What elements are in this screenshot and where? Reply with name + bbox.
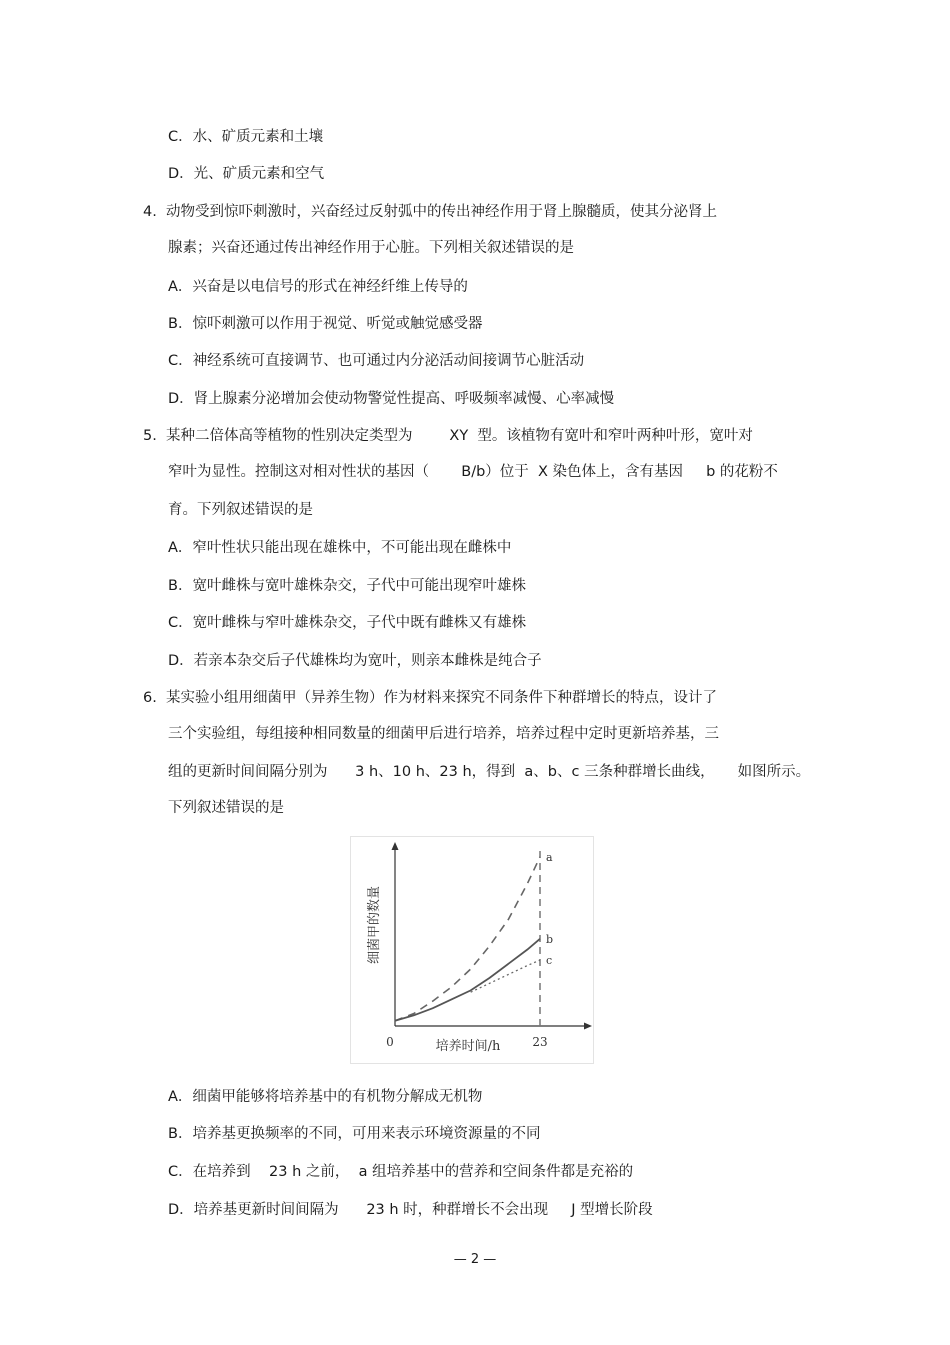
q6-stem-line-2: 三个实验组，每组接种相同数量的细菌甲后进行培养，培养过程中定时更新培养基，三 bbox=[168, 726, 719, 742]
x-axis-label: 培养时间/h bbox=[435, 1039, 501, 1054]
q5-option-c: C．宽叶雌株与窄叶雄株杂交，子代中既有雌株又有雄株 bbox=[168, 615, 527, 631]
q5-stem-line-3: 育。下列叙述错误的是 bbox=[168, 502, 313, 518]
q6-stem-line-1: 6. 某实验小组用细菌甲（异养生物）作为材料来探究不同条件下种群增长的特点，设计了 bbox=[143, 690, 718, 706]
q5-stem-line-1: 5. 某种二倍体高等植物的性别决定类型为 XY 型。该植物有宽叶和窄叶两种叶形，宽叶对 bbox=[143, 428, 753, 444]
q4-option-d: D．肾上腺素分泌增加会使动物警觉性提高、呼吸频率减慢、心率减慢 bbox=[168, 391, 615, 407]
q3-option-d: D．光、矿质元素和空气 bbox=[168, 166, 325, 182]
x-tick-label-0: 0 bbox=[386, 1035, 394, 1049]
page-number: — 2 — bbox=[453, 1252, 497, 1267]
figure-border bbox=[351, 837, 594, 1064]
q5-stem-line-2: 窄叶为显性。控制这对相对性状的基因（ B/b）位于 X 染色体上，含有基因 b 的花粉不 bbox=[168, 464, 778, 480]
q6-stem-line-3: 组的更新时间间隔分别为 3 h、10 h、23 h，得到 a、b、c 三条种群增长曲线， 如图所示。 bbox=[168, 764, 811, 780]
series-b-label: b bbox=[546, 932, 554, 946]
x-tick-label-23: 23 bbox=[532, 1035, 548, 1049]
growth-curve-chart bbox=[350, 836, 594, 1064]
q6-option-c: C．在培养到 23 h 之前， a 组培养基中的营养和空间条件都是充裕的 bbox=[168, 1164, 634, 1180]
q4-stem-line-1: 4. 动物受到惊吓刺激时，兴奋经过反射弧中的传出神经作用于肾上腺髓质，使其分泌肾上 bbox=[143, 204, 718, 220]
q4-option-c: C．神经系统可直接调节、也可通过内分泌活动间接调节心脏活动 bbox=[168, 353, 585, 369]
growth-curve-figure bbox=[350, 836, 594, 1064]
q4-option-b: B．惊吓刺激可以作用于视觉、听觉或触觉感受器 bbox=[168, 316, 483, 332]
q4-stem-line-2: 腺素；兴奋还通过传出神经作用于心脏。下列相关叙述错误的是 bbox=[168, 240, 574, 256]
y-axis-label: 细菌甲的数量 bbox=[367, 886, 382, 965]
q5-option-d: D．若亲本杂交后子代雄株均为宽叶，则亲本雌株是纯合子 bbox=[168, 653, 542, 669]
q5-option-a: A．窄叶性状只能出现在雄株中，不可能出现在雌株中 bbox=[168, 540, 512, 556]
q5-option-b: B．宽叶雌株与宽叶雄株杂交，子代中可能出现窄叶雄株 bbox=[168, 578, 526, 594]
q6-option-d: D．培养基更新时间间隔为 23 h 时，种群增长不会出现 J 型增长阶段 bbox=[168, 1202, 653, 1218]
q3-option-c: C．水、矿质元素和土壤 bbox=[168, 129, 324, 145]
q6-option-a: A．细菌甲能够将培养基中的有机物分解成无机物 bbox=[168, 1089, 483, 1105]
series-a-label: a bbox=[546, 850, 553, 864]
q6-stem-line-4: 下列叙述错误的是 bbox=[168, 800, 284, 816]
q6-option-b: B．培养基更换频率的不同，可用来表示环境资源量的不同 bbox=[168, 1126, 541, 1142]
series-c-label: c bbox=[546, 954, 553, 968]
q4-option-a: A．兴奋是以电信号的形式在神经纤维上传导的 bbox=[168, 279, 468, 295]
